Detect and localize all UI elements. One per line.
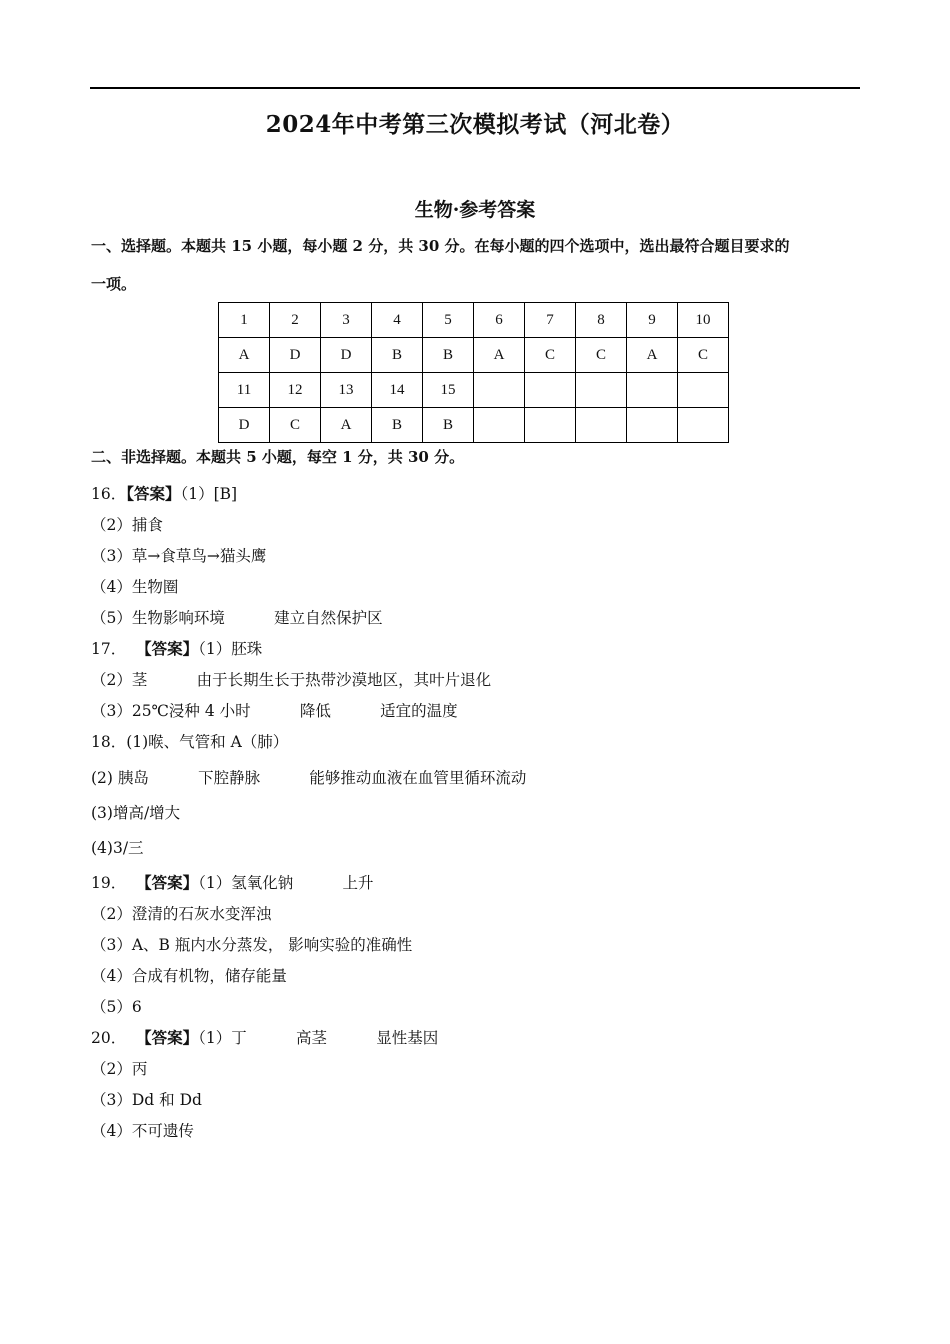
table-cell: 2 (270, 303, 321, 338)
table-cell: D (321, 338, 372, 373)
answer-line: 17． 【答案】（1）胚珠 (91, 639, 263, 658)
table-row (219, 408, 729, 443)
table-cell (525, 408, 576, 443)
table-cell: B (372, 338, 423, 373)
answer-line: （5）生物影响环境 建立自然保护区 (91, 609, 383, 627)
table-row (219, 373, 729, 408)
answer-line: (4)3/三 (91, 839, 144, 857)
answer-line: （4）合成有机物，储存能量 (91, 967, 287, 985)
table-cell: 9 (627, 303, 678, 338)
answer-line: 18．(1)喉、气管和 A（肺） (91, 733, 289, 751)
table-cell: A (321, 408, 372, 443)
table-row (219, 338, 729, 373)
answer-line: （4）生物圈 (91, 578, 179, 596)
table-cell: A (219, 338, 270, 373)
table-cell: B (423, 408, 474, 443)
answer-line: （3）25℃浸种 4 小时 降低 适宜的温度 (91, 702, 458, 720)
section-heading-line: 一项。 (91, 275, 137, 293)
table-cell (576, 408, 627, 443)
table-cell: 3 (321, 303, 372, 338)
table-cell: A (474, 338, 525, 373)
answer-line: （3）Dd 和 Dd (91, 1091, 202, 1109)
answer-line: (3)增高/增大 (91, 804, 181, 822)
table-cell (678, 408, 729, 443)
table-cell: B (423, 338, 474, 373)
table-cell: C (678, 338, 729, 373)
answer-line: (2) 胰岛 下腔静脉 能够推动血液在血管里循环流动 (91, 769, 527, 787)
answer-line: （2）澄清的石灰水变浑浊 (91, 905, 272, 923)
section-multiple-choice-heading (91, 227, 863, 303)
table-cell: 6 (474, 303, 525, 338)
answer-line: （2）茎 由于长期生长于热带沙漠地区，其叶片退化 (91, 671, 492, 689)
answer-line: （3）A、B 瓶内水分蒸发， 影响实验的准确性 (91, 936, 413, 954)
answer-line: 20． 【答案】（1）丁 高茎 显性基因 (91, 1028, 439, 1047)
table-cell (576, 373, 627, 408)
answer-line: （2）捕食 (91, 516, 163, 534)
table-cell: 8 (576, 303, 627, 338)
table-cell: 10 (678, 303, 729, 338)
table-cell: A (627, 338, 678, 373)
table-cell (627, 408, 678, 443)
answer-line: 19． 【答案】（1）氢氧化钠 上升 (91, 873, 374, 892)
answer-line: （2）丙 (91, 1060, 148, 1078)
answer-line: （5）6 (91, 998, 142, 1016)
table-cell: 7 (525, 303, 576, 338)
table-cell: D (219, 408, 270, 443)
table-cell: 5 (423, 303, 474, 338)
table-cell: 12 (270, 373, 321, 408)
page-title: 2024年中考第三次模拟考试（河北卷） (265, 111, 685, 138)
table-cell: D (270, 338, 321, 373)
answer-table (218, 302, 729, 443)
table-cell: 11 (219, 373, 270, 408)
answer-line: （3）草→食草鸟→猫头鹰 (91, 547, 267, 565)
table-cell: C (576, 338, 627, 373)
section-heading-line: 一、选择题。本题共 15 小题，每小题 2 分，共 30 分。在每小题的四个选项中，选出最符合题目要求的 (91, 237, 790, 255)
table-cell: B (372, 408, 423, 443)
page-subtitle: 生物·参考答案 (414, 199, 536, 221)
table-cell (474, 373, 525, 408)
table-row (219, 303, 729, 338)
answer-line: 16．【答案】（1）[B] (91, 484, 238, 503)
table-cell: 4 (372, 303, 423, 338)
table-cell: 14 (372, 373, 423, 408)
header-rule (90, 87, 860, 89)
table-cell: 15 (423, 373, 474, 408)
table-cell: 13 (321, 373, 372, 408)
section-non-choice-heading: 二、非选择题。本题共 5 小题，每空 1 分，共 30 分。 (91, 448, 465, 466)
table-cell (678, 373, 729, 408)
answer-line: （4）不可遗传 (91, 1122, 194, 1140)
table-cell: 1 (219, 303, 270, 338)
table-cell (627, 373, 678, 408)
table-cell (474, 408, 525, 443)
table-cell (525, 373, 576, 408)
table-cell: C (525, 338, 576, 373)
table-cell: C (270, 408, 321, 443)
